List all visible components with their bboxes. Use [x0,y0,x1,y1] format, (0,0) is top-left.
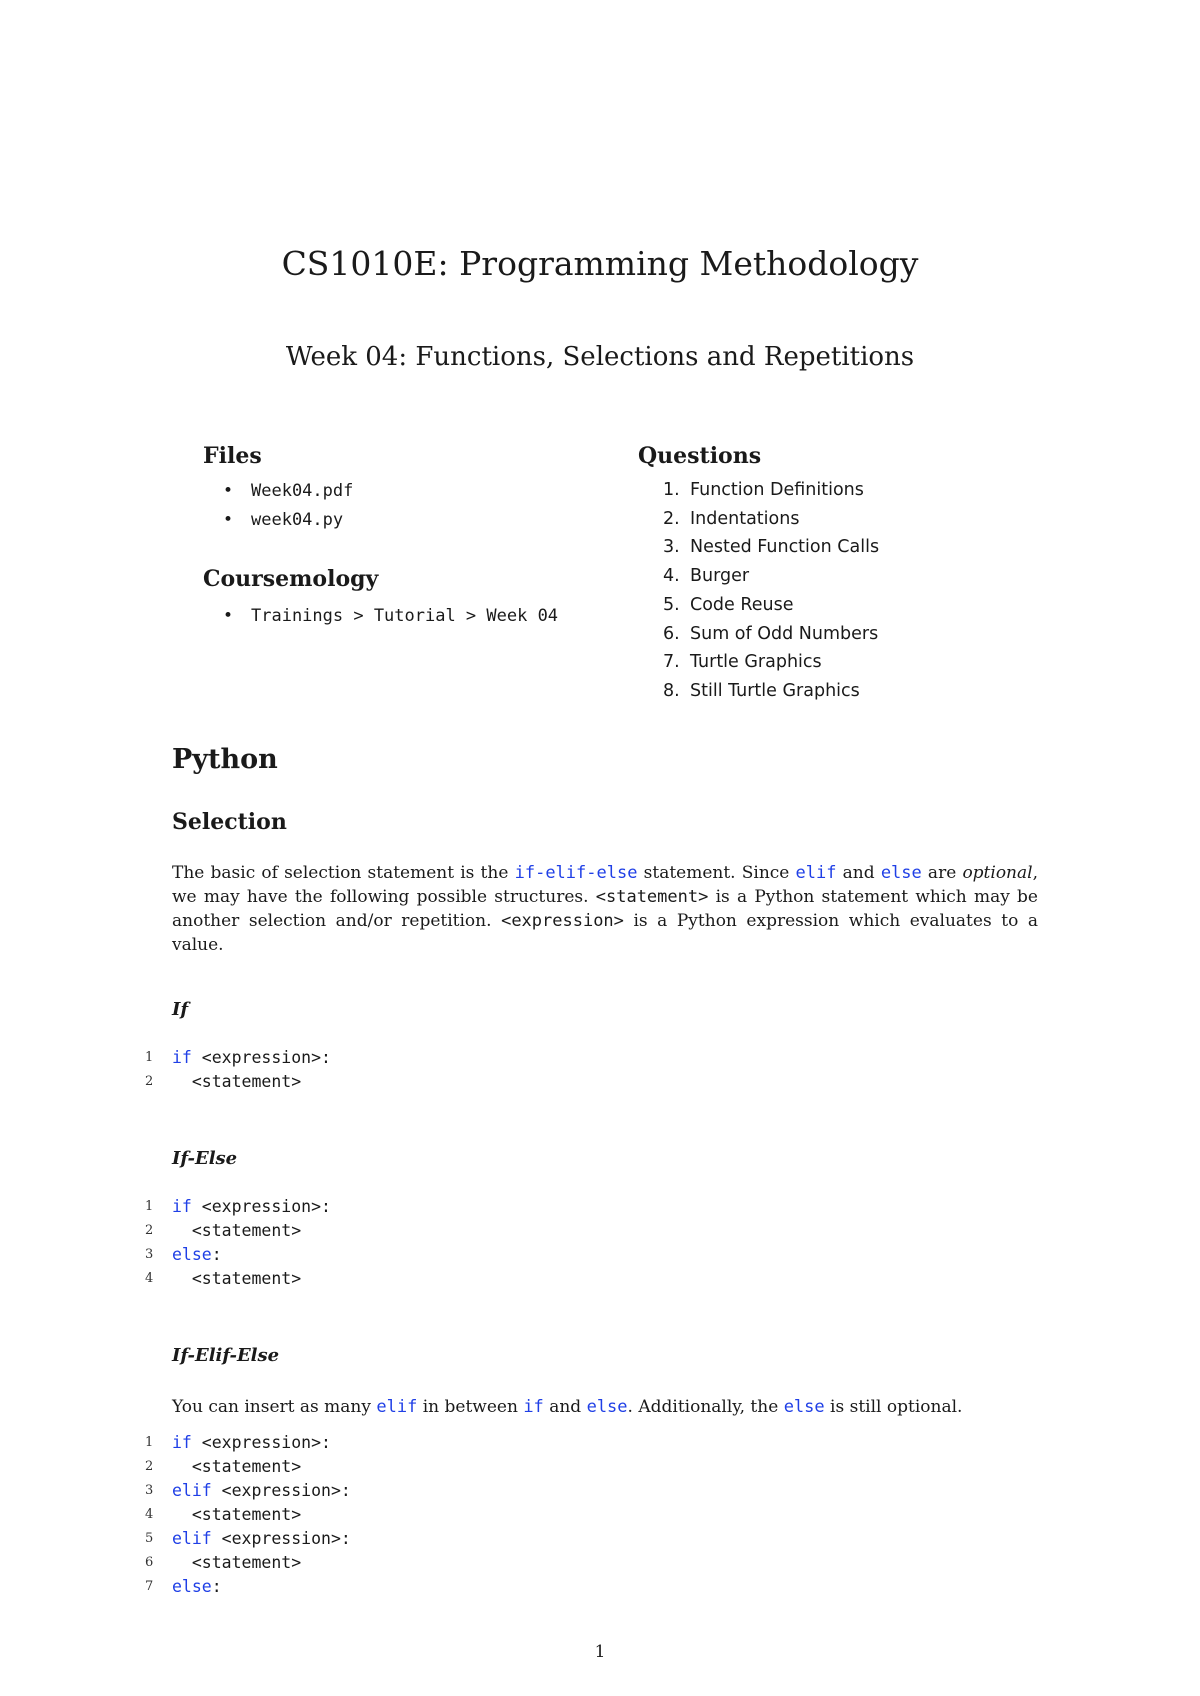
question-item[interactable]: 7. Turtle Graphics [663,652,822,673]
coursemology-section [203,565,558,631]
if-elif-else-heading: If-Elif-Else [172,1345,280,1366]
document-title: CS1010E: Programming Methodology [281,244,919,283]
code-line: 2 <statement> [145,1457,302,1476]
if-else-heading: If-Else [172,1148,238,1169]
elif-note: You can insert as many elif in between if and else. Additionally, the else is still optional. [172,1397,963,1417]
code-line: 6 <statement> [145,1553,302,1572]
code-line: 1 if <expression>: [145,1197,331,1216]
coursemology-list [223,602,558,631]
if-heading: If [172,999,189,1020]
questions-list [663,476,879,706]
question-item[interactable]: 4. Burger [663,566,750,587]
code-line: 5 elif <expression>: [145,1529,351,1548]
keyword-elif: elif [795,863,837,883]
question-item[interactable]: 1. Function Definitions [663,480,864,500]
file-item[interactable]: • week04.py [223,506,353,535]
files-list [223,477,353,535]
keyword-elif: elif [545,863,587,883]
code-line: 3 else: [145,1245,222,1264]
code-line: 4 <statement> [145,1269,302,1288]
questions-heading: Questions [638,443,762,469]
python-heading: Python [172,744,278,775]
code-line: 1 if <expression>: [145,1048,331,1067]
files-heading: Files [203,443,262,469]
code-line: 4 <statement> [145,1505,302,1524]
document-subtitle: Week 04: Functions, Selections and Repetitions [285,342,915,372]
keyword-else: else [880,863,922,883]
code-line: 3 elif <expression>: [145,1481,351,1500]
code-line: 7 else: [145,1577,222,1596]
code-line: 1 if <expression>: [145,1433,331,1452]
code-block-if [145,1046,331,1094]
file-item[interactable]: • Week04.pdf [223,477,353,506]
question-item[interactable]: 5. Code Reuse [663,594,794,615]
files-section [203,442,353,535]
page-number: 1 [594,1642,606,1662]
code-line: 2 <statement> [145,1072,302,1091]
question-item[interactable]: 6. Sum of Odd Numbers [663,623,879,644]
code-block-if-else [145,1195,331,1291]
question-item[interactable]: 8. Still Turtle Graphics [663,680,860,701]
question-item[interactable]: 3. Nested Function Calls [663,537,880,558]
code-block-if-elif-else [145,1431,351,1599]
selection-heading: Selection [172,809,287,835]
coursemology-path[interactable]: • Trainings > Tutorial > Week 04 [223,602,558,631]
questions-section [638,442,879,706]
question-item[interactable]: 2. Indentations [663,508,800,529]
code-line: 2 <statement> [145,1221,302,1240]
selection-intro: The basic of selection statement is the if-elif-else statement. Since elif and else are optional, we may have the following possible structures. <statement> is a Python statement which may be another selection and/or repetition. <expression> is a Python expression which evaluates to a value. [172,863,1038,955]
coursemology-heading: Coursemology [203,566,379,592]
keyword-if: if [514,863,536,883]
keyword-else: else [596,863,638,883]
